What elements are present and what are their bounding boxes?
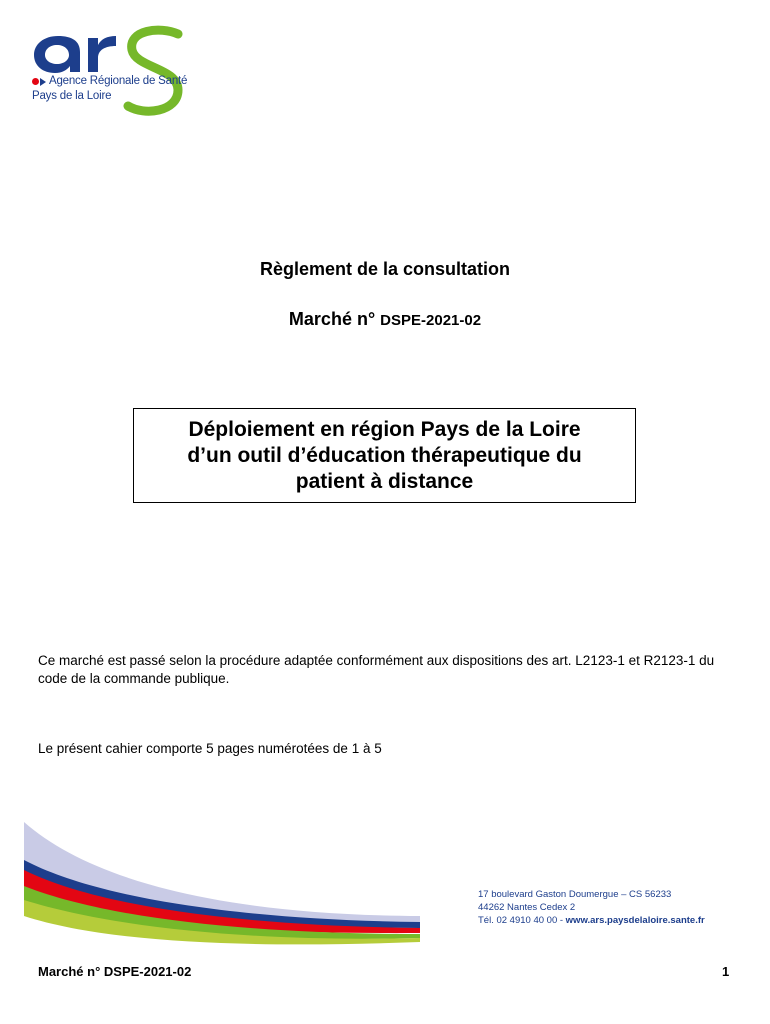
region-name: Pays de la Loire: [32, 90, 112, 102]
procedure-paragraph: Ce marché est passé selon la procédure adaptée conformément aux dispositions des art. L2123-1 et R2123-1 du code de la commande publique.: [38, 653, 715, 686]
blue-arrow-icon: [40, 78, 46, 86]
ars-logo: [28, 24, 193, 119]
address-city: 44262 Nantes Cedex 2: [478, 902, 576, 913]
footer-reference: Marché n° DSPE-2021-02: [38, 964, 192, 979]
address-street: 17 boulevard Gaston Doumergue – CS 56233: [478, 889, 672, 900]
page-count-paragraph: Le présent cahier comporte 5 pages numérotées de 1 à 5: [38, 741, 382, 756]
document-title: Règlement de la consultation: [259, 259, 511, 279]
logo-subtitle: [32, 74, 187, 104]
address-block: [478, 888, 705, 927]
website-link[interactable]: www.ars.paysdelaloire.sante.fr: [565, 915, 705, 926]
marche-label: Marché n°: [288, 309, 376, 329]
marche-number: DSPE-2021-02: [380, 312, 482, 329]
project-title-box: [133, 408, 636, 503]
address-contact: [478, 914, 705, 927]
decorative-swoosh: [0, 820, 430, 950]
project-title-line2: d’un outil d’éducation thérapeutique du: [187, 443, 582, 467]
marche-heading: [0, 309, 770, 330]
project-title-line3: patient à distance: [295, 469, 474, 493]
agency-name: Agence Régionale de Santé: [49, 75, 188, 87]
page-number: 1: [722, 964, 730, 979]
address-phone: Tél. 02 4910 40 00 -: [478, 915, 566, 926]
red-dot-icon: [32, 78, 39, 85]
project-title-line1: Déploiement en région Pays de la Loire: [188, 417, 581, 441]
